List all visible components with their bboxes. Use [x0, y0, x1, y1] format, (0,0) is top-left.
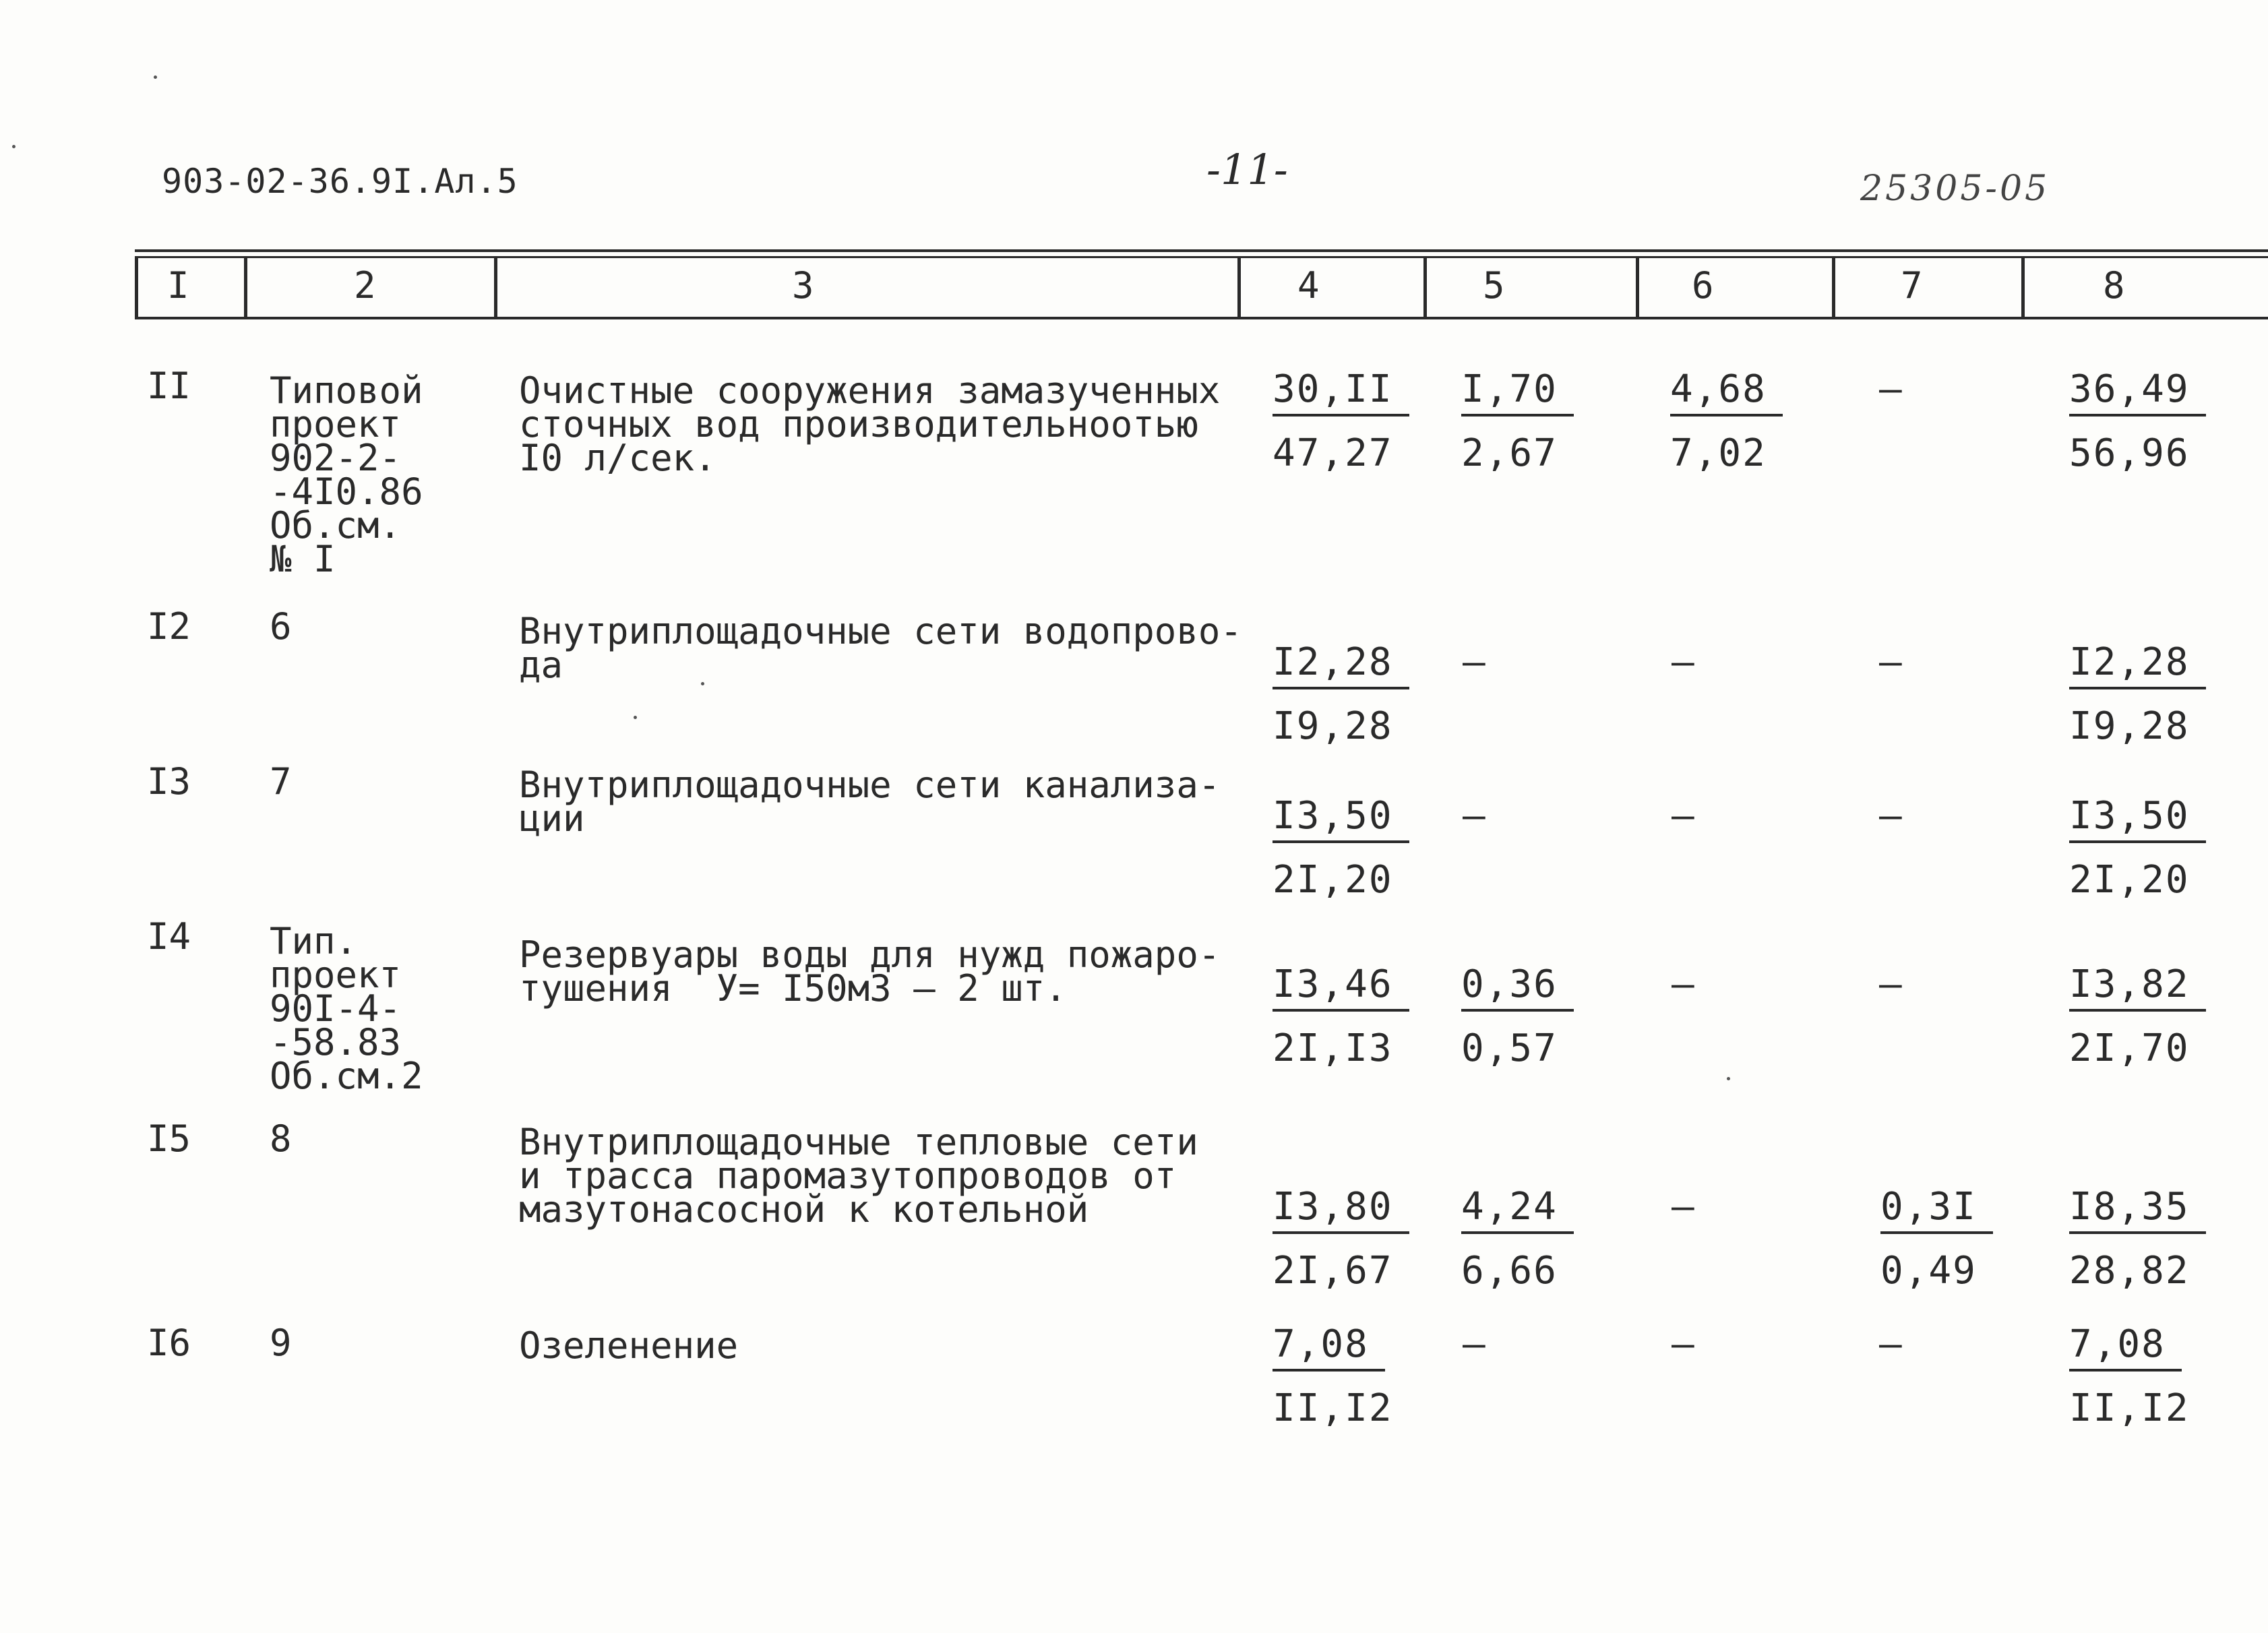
- scan-speck: [12, 145, 16, 148]
- document-code: 903-02-36.9I.Ал.5: [162, 162, 518, 201]
- value-col4: 30,II 47,27: [1273, 367, 1409, 475]
- value-col7: –: [1879, 367, 1902, 411]
- value-col8: I8,35 28,82: [2069, 1185, 2206, 1293]
- value-col8: I3,82 2I,70: [2069, 962, 2206, 1070]
- col-sep-3: [1237, 256, 1241, 318]
- value-col7: –: [1879, 1322, 1902, 1366]
- value-col5: 4,24 6,66: [1461, 1185, 1574, 1293]
- value-col6: –: [1672, 794, 1694, 838]
- value-col4: I3,46 2I,I3: [1273, 962, 1409, 1070]
- row-number: I3: [147, 760, 191, 803]
- column-header-8: 8: [2103, 264, 2125, 307]
- row-number: I2: [147, 605, 191, 648]
- row-reference: 8: [270, 1117, 292, 1160]
- table-top-rule-2: [135, 256, 2268, 258]
- page-number: -11-: [1206, 145, 1288, 194]
- value-col6: –: [1672, 962, 1694, 1006]
- value-col7: –: [1879, 640, 1902, 684]
- column-header-4: 4: [1297, 264, 1320, 307]
- scan-speck: [154, 75, 157, 79]
- table-header-bottom-rule: [135, 317, 2268, 319]
- value-col5: —: [1463, 640, 1485, 684]
- value-col4: I3,50 2I,20: [1273, 794, 1409, 902]
- value-col6: –: [1672, 1185, 1694, 1229]
- col-sep-1: [244, 256, 247, 318]
- row-reference: 6: [270, 605, 292, 648]
- scan-speck: [634, 716, 637, 719]
- value-col5: I,70 2,67: [1461, 367, 1574, 475]
- value-col4: I2,28 I9,28: [1273, 640, 1409, 748]
- value-col8: I3,50 2I,20: [2069, 794, 2206, 902]
- column-header-1: I: [167, 264, 189, 307]
- col-sep-2: [494, 256, 497, 318]
- column-header-7: 7: [1901, 264, 1923, 307]
- row-reference: Типовой проект 902-2- -4I0.86 Об.см. № I: [270, 369, 423, 580]
- scan-speck: [701, 682, 704, 685]
- col-sep-5: [1636, 256, 1639, 318]
- value-col5: –: [1463, 794, 1485, 838]
- row-description: Резервуары воды для нужд пожаро- тушения У= I50м3 – 2 шт.: [519, 933, 1221, 1010]
- value-col4: 7,08 II,I2: [1273, 1322, 1393, 1430]
- value-col6: 4,68 7,02: [1670, 367, 1783, 475]
- row-reference: 9: [270, 1322, 292, 1364]
- row-number: I6: [147, 1322, 191, 1364]
- value-col8: I2,28 I9,28: [2069, 640, 2206, 748]
- value-col8: 36,49 56,96: [2069, 367, 2206, 475]
- column-header-2: 2: [354, 264, 376, 307]
- archive-number: 25305-05: [1860, 168, 2050, 209]
- row-number: II: [147, 365, 191, 407]
- row-number: I4: [147, 915, 191, 958]
- value-col4: I3,80 2I,67: [1273, 1185, 1409, 1293]
- row-number: I5: [147, 1117, 191, 1160]
- row-description: Внутриплощадочные сети канализа- ции: [519, 764, 1221, 840]
- col-sep-4: [1423, 256, 1427, 318]
- col-sep-0: [135, 256, 138, 318]
- row-reference: 7: [270, 760, 292, 803]
- column-header-5: 5: [1483, 264, 1505, 307]
- row-description: Внутриплощадочные сети водопрово- да: [519, 610, 1242, 686]
- value-col7: 0,3I 0,49: [1880, 1185, 1993, 1293]
- value-col7: –: [1879, 962, 1902, 1006]
- value-col7: –: [1879, 794, 1902, 838]
- value-col5: –: [1463, 1322, 1485, 1366]
- col-sep-7: [2021, 256, 2025, 318]
- table-top-rule: [135, 249, 2268, 252]
- row-description: Озеленение: [519, 1324, 739, 1367]
- scan-speck: [1727, 1077, 1730, 1080]
- value-col6: –: [1672, 1322, 1694, 1366]
- value-col6: –: [1672, 640, 1694, 684]
- col-sep-6: [1832, 256, 1835, 318]
- value-col5: 0,36 0,57: [1461, 962, 1574, 1070]
- row-reference: Тип. проект 90I-4- -58.83 Об.см.2: [270, 920, 423, 1097]
- column-header-6: 6: [1692, 264, 1714, 307]
- row-description: Внутриплощадочные тепловые сети и трасса паромазутопроводов от мазутонасосной к котельной: [519, 1121, 1198, 1231]
- column-header-3: 3: [792, 264, 814, 307]
- row-description: Очистные сооружения замазученных сточных вод производительноотью I0 л/сек.: [519, 369, 1221, 479]
- value-col8: 7,08 II,I2: [2069, 1322, 2190, 1430]
